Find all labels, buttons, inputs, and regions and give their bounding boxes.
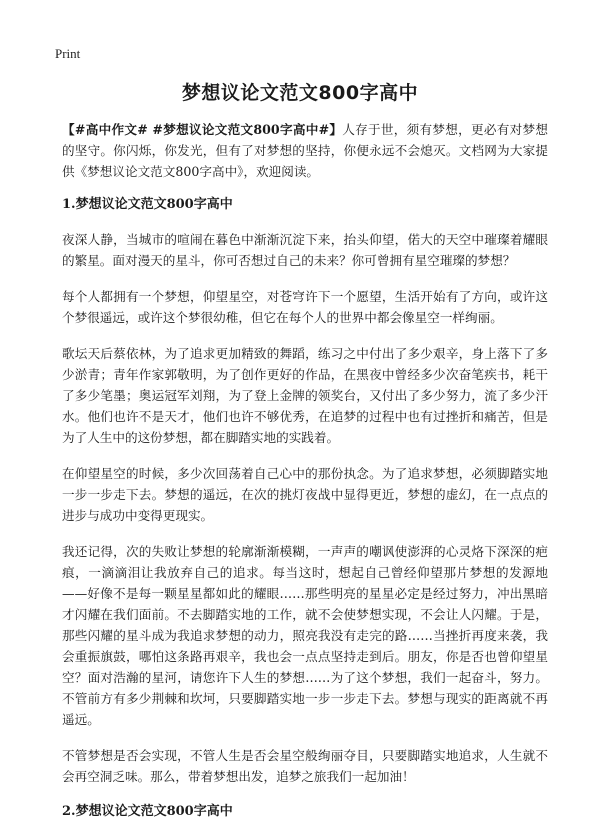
paragraph: 歌坛天后蔡依林，为了追求更加精致的舞蹈，练习之中付出了多少艰辛，身上落下了多少淤青；青年作家郭敬明，为了创作更好的作品，在黑夜中曾经多少次奋笔疾书，耗干了多少笔墨；奥运冠军刘翔，为了登上金牌的领奖台，又付出了多少努力，流了多少汗水。他们也许不是天才，他们也许不够优秀，在追梦的过程中也有过挫折和痛苦，但是为了人生中的这份梦想，都在脚踏实地的实践着。: [62, 346, 548, 445]
page-title: 梦想议论文范文800字高中: [181, 82, 419, 104]
paragraph: 夜深人静，当城市的喧闹在暮色中渐渐沉淀下来，抬头仰望，偌大的天空中璀璨着耀眼的繁星。面对漫天的星斗，你可否想过自己的未来？你可曾拥有星空璀璨的梦想？: [62, 232, 548, 268]
paragraph: 每个人都拥有一个梦想，仰望星空，对苍穹许下一个愿望，生活开始有了方向，或许这个梦很遥远，或许这个梦很幼稚，但它在每个人的世界中都会像星空一样绚丽。: [62, 289, 548, 325]
intro-paragraph: [62, 119, 548, 182]
intro-text: 人存于世，须有梦想，更必有对梦想的坚守。你闪烁，你发光，但有了对梦想的坚持，你便永远不会熄灭。文档网为大家提供《梦想议论文范文800字高中》，欢迎阅读。: [62, 122, 548, 179]
paragraph: 我还记得，次的失败让梦想的轮廓渐渐模糊，一声声的嘲讽使澎湃的心灵烙下深深的疤痕，一滴滴泪让我放弃自己的追求。每当这时，想起自己曾经仰望那片梦想的发源地——好像不是每一颗星星都如此的耀眼……那些明亮的星星必定是经过努力，冲出黑暗才闪耀在我们面前。不去脚踏实地的工作，就不会使梦想实现，不会让人闪耀。于是，那些闪耀的星斗成为我追求梦想的动力，照亮我没有走完的路……当挫折再度来袭，我会重振旗鼓，哪怕这条路再艰辛，我也会一点点坚持走到后。朋友，你是否也曾仰望星空？面对浩瀚的星河，请您许下人生的梦想……为了这个梦想，我们一起奋斗，努力。不管前方有多少荆棘和坎坷，只要脚踏实地一步一步走下去。梦想与现实的距离就不再遥远。: [62, 544, 548, 727]
section-heading-1: 1.梦想议论文范文800字高中: [62, 197, 233, 212]
print-link[interactable]: Print: [55, 46, 81, 61]
article-body: [62, 119, 548, 836]
paragraph: 在仰望星空的时候，多少次回荡着自己心中的那份执念。为了追求梦想，必须脚踏实地一步一步走下去。梦想的遥远，在次的挑灯夜战中显得更近，梦想的虚幻，在一点点的进步与成功中变得更现实。: [62, 466, 548, 523]
section-heading-2: 2.梦想议论文范文800字高中: [62, 804, 233, 819]
intro-tag: 【#高中作文# #梦想议论文范文800字高中#】: [62, 122, 343, 137]
paragraph: 不管梦想是否会实现，不管人生是否会星空般绚丽夺目，只要脚踏实地追求，人生就不会再空洞乏味。那么，带着梦想出发，追梦之旅我们一起加油！: [62, 748, 548, 784]
